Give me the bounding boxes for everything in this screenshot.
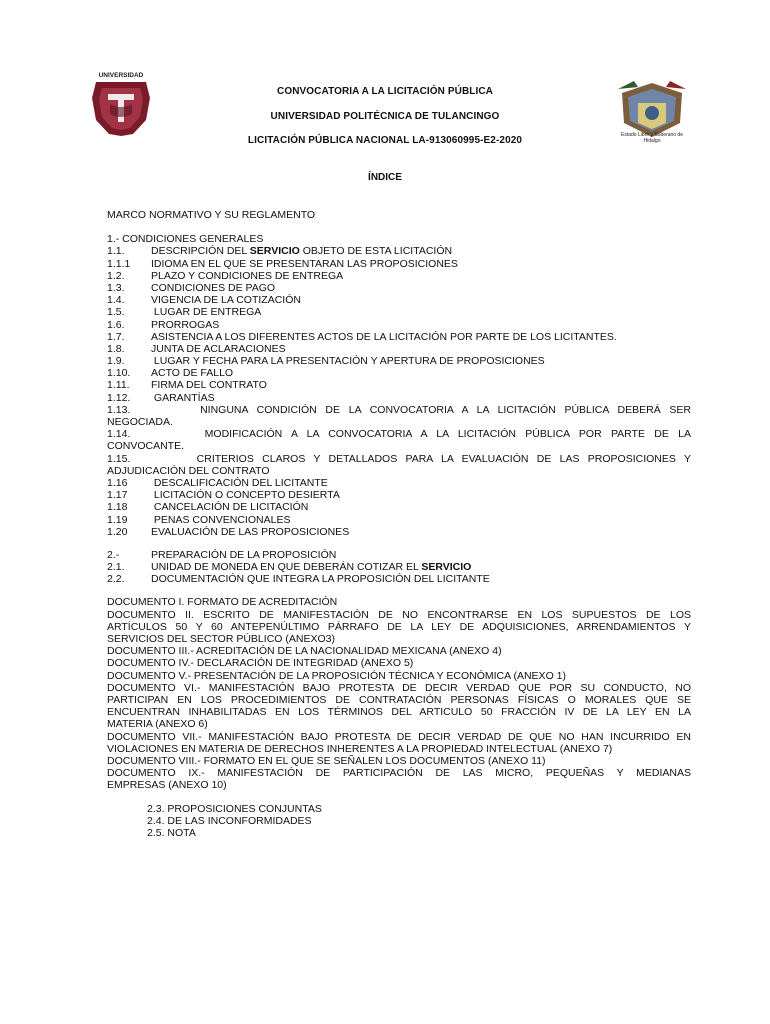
item-text: DOCUMENTACIÓN QUE INTEGRA LA PROPOSICIÓN DEL LICITANTE	[151, 573, 490, 586]
item-number: 1.5.	[107, 306, 125, 319]
document-2-end: SERVICIOS DEL SECTOR PÚBLICO (ANEXO3)	[107, 633, 335, 646]
item-text: JUNTA DE ACLARACIONES	[151, 342, 286, 355]
item-number: 1.4.	[107, 294, 125, 307]
svg-text:UNIVERSIDAD: UNIVERSIDAD	[98, 72, 144, 79]
item-number: 1.12.	[107, 391, 131, 404]
tail-item-2: 2.5. NOTA	[147, 826, 196, 839]
index-body	[107, 209, 691, 839]
item-text: EVALUACIÓN DE LAS PROPOSICIONES	[151, 525, 350, 538]
section-1-item-b-0	[107, 477, 691, 489]
university-logo	[88, 70, 154, 138]
item-text: UNIDAD DE MONEDA EN QUE DEBERÁN COTIZAR EL SERVICIO	[151, 561, 472, 574]
section-1-item-8	[107, 343, 691, 355]
section-1-title: 1.- CONDICIONES GENERALES	[107, 233, 264, 246]
item-text: FIRMA DEL CONTRATO	[151, 379, 267, 392]
item-1-15: 1.15. CRITERIOS CLAROS Y DETALLADOS PARA LA EVALUACIÓN DE LAS PROPOSICIONES Y	[107, 452, 691, 465]
institution-name: UNIVERSIDAD POLITÉCNICA DE TULANCINGO	[270, 111, 500, 122]
item-text: LICITACIÓN O CONCEPTO DESIERTA	[151, 489, 340, 502]
section-1-item-7	[107, 331, 691, 343]
item-text: PREPARACIÓN DE LA PROPOSICIÓN	[151, 548, 337, 561]
item-number: 1.9.	[107, 355, 125, 368]
item-text: PENAS CONVENCIONALES	[151, 513, 291, 526]
item-text: CANCELACIÓN DE LICITACIÓN	[151, 501, 309, 514]
document-6-cont: PARTICIPAN EN LOS PROCEDIMIENTOS DE CONTRATACIÓN PERSONAS FÍSICAS O MORALES QUE SE	[107, 694, 691, 707]
item-text: ACTO DE FALLO	[151, 367, 234, 380]
item-number: 2.2.	[107, 573, 125, 586]
section-2-item-1	[107, 561, 691, 573]
document-4: DOCUMENTO IV.- DECLARACIÓN DE INTEGRIDAD (ANEXO 5)	[107, 657, 414, 670]
item-1-13: 1.13. NINGUNA CONDICIÓN DE LA CONVOCATORIA A LA LICITACIÓN PÚBLICA DEBERÁ SER	[107, 403, 691, 416]
item-number: 1.11.	[107, 379, 130, 392]
state-seal-caption: Estado Libre y Soberano de Hidalgo	[621, 132, 683, 144]
item-number: 1.2.	[107, 269, 125, 282]
section-1-item-9	[107, 355, 691, 367]
item-text: DESCRIPCIÓN DEL SERVICIO OBJETO DE ESTA LICITACIÓN	[151, 245, 453, 258]
marco-normativo: MARCO NORMATIVO Y SU REGLAMENTO	[107, 209, 316, 221]
section-1-item-2	[107, 270, 691, 282]
section-1-list	[107, 245, 691, 403]
item-1-14-cont: CONVOCANTE.	[107, 440, 185, 453]
item-text: ASISTENCIA A LOS DIFERENTES ACTOS DE LA LICITACIÓN POR PARTE DE LOS LICITANTES.	[151, 330, 617, 343]
item-text: DESCALIFICACIÓN DEL LICITANTE	[151, 476, 328, 489]
item-text: LUGAR Y FECHA PARA LA PRESENTACIÓN Y APERTURA DE PROPOSICIONES	[151, 355, 545, 368]
document-1: DOCUMENTO I. FORMATO DE ACREDITACIÓN	[107, 596, 338, 609]
section-1-item-b-1	[107, 489, 691, 501]
item-text: PRORROGAS	[151, 318, 220, 331]
item-number: 2.1.	[107, 561, 125, 574]
item-number: 1.17	[107, 489, 128, 502]
document-5: DOCUMENTO V.- PRESENTACIÓN DE LA PROPOSICIÓN TÉCNICA Y ECONÓMICA (ANEXO 1)	[107, 669, 566, 682]
section-1-item-0	[107, 245, 691, 257]
item-text: GARANTÍAS	[151, 391, 215, 404]
document-2-cont: ARTÍCULOS 50 Y 60 ANTEPENÚLTIMO PÁRRAFO DE LA LEY DE ADQUISICIONES, ARRENDAMIENTOS Y	[107, 620, 691, 633]
document-9-end: EMPRESAS (ANEXO 10)	[107, 779, 227, 792]
item-text: PLAZO Y CONDICIONES DE ENTREGA	[151, 269, 344, 282]
document-6-cont2: ENCUENTRAN INHABILITADAS EN LOS TÉRMINOS DEL ARTICULO 50 FRACCIÓN IV DE LA LEY EN LA	[107, 706, 691, 719]
item-1-13-cont: NEGOCIADA.	[107, 416, 173, 429]
item-1-14: 1.14. MODIFICACIÓN A LA CONVOCATORIA A LA LICITACIÓN PÚBLICA POR PARTE DE LA	[107, 428, 691, 441]
index-title: ÍNDICE	[368, 172, 402, 183]
section-2-item-0	[107, 549, 691, 561]
item-number: 1.10.	[107, 367, 131, 380]
item-text: IDIOMA EN EL QUE SE PRESENTARAN LAS PROPOSICIONES	[151, 257, 458, 270]
document-8: DOCUMENTO VIII.- FORMATO EN EL QUE SE SEÑALEN LOS DOCUMENTOS (ANEXO 11)	[107, 755, 546, 768]
section-1-item-b-3	[107, 514, 691, 526]
document-6-end: MATERIA (ANEXO 6)	[107, 718, 208, 731]
item-number: 2.-	[107, 548, 120, 561]
item-number: 1.8.	[107, 342, 125, 355]
documents-list	[107, 596, 691, 791]
section-1-item-b-4	[107, 526, 691, 538]
document-9: DOCUMENTO IX.- MANIFESTACIÓN DE PARTICIPACIÓN DE LAS MICRO, PEQUEÑAS Y MEDIANAS	[107, 767, 691, 780]
tail-item-0: 2.3. PROPOSICIONES CONJUNTAS	[147, 802, 322, 815]
item-number: 1.3.	[107, 281, 125, 294]
item-1-15-cont: ADJUDICACIÓN DEL CONTRATO	[107, 464, 270, 477]
document-7: DOCUMENTO VII.- MANIFESTACIÓN BAJO PROTESTA DE DECIR VERDAD DE QUE NO HAN INCURRIDO EN	[107, 730, 691, 743]
item-number: 1.20	[107, 525, 128, 538]
section-2-list	[107, 549, 691, 586]
document-6: DOCUMENTO VI.- MANIFESTACIÓN BAJO PROTESTA DE DECIR VERDAD QUE POR SU CONDUCTO, NO	[107, 681, 691, 694]
item-text: CONDICIONES DE PAGO	[151, 281, 276, 294]
tail-item-1: 2.4. DE LAS INCONFORMIDADES	[147, 814, 312, 827]
item-number: 1.1.1	[107, 257, 131, 270]
document-2: DOCUMENTO II. ESCRITO DE MANIFESTACIÓN DE NO ENCONTRARSE EN LOS SUPUESTOS DE LOS	[107, 608, 691, 621]
item-number: 1.16	[107, 476, 128, 489]
item-text: LUGAR DE ENTREGA	[151, 306, 262, 319]
item-number: 1.7.	[107, 330, 125, 343]
section-1-item-12	[107, 392, 691, 404]
item-number: 1.6.	[107, 318, 125, 331]
item-number: 1.1.	[107, 245, 125, 258]
document-title: CONVOCATORIA A LA LICITACIÓN PÚBLICA	[277, 86, 493, 97]
section-1-item-3	[107, 282, 691, 294]
section-1-item-11	[107, 379, 691, 391]
section-2-item-2	[107, 573, 691, 585]
document-7-end: VIOLACIONES EN MATERIA DE DERECHOS INHERENTES A LA PROPIEDAD INTELECTUAL (ANEXO 7)	[107, 742, 613, 755]
section-1-item-6	[107, 319, 691, 331]
tail-list	[107, 803, 691, 840]
section-1-item-4	[107, 294, 691, 306]
item-number: 1.19	[107, 513, 128, 526]
item-number: 1.18	[107, 501, 128, 514]
document-3: DOCUMENTO III.- ACREDITACIÓN DE LA NACIONALIDAD MEXICANA (ANEXO 4)	[107, 645, 502, 658]
section-1-list-b	[107, 477, 691, 538]
tender-number: LICITACIÓN PÚBLICA NACIONAL LA-913060995-E2-2020	[247, 135, 523, 146]
section-1-item-1	[107, 258, 691, 270]
section-1-item-b-2	[107, 501, 691, 513]
section-1-item-10	[107, 367, 691, 379]
item-text: VIGENCIA DE LA COTIZACIÓN	[151, 294, 301, 307]
section-1-item-5	[107, 306, 691, 318]
